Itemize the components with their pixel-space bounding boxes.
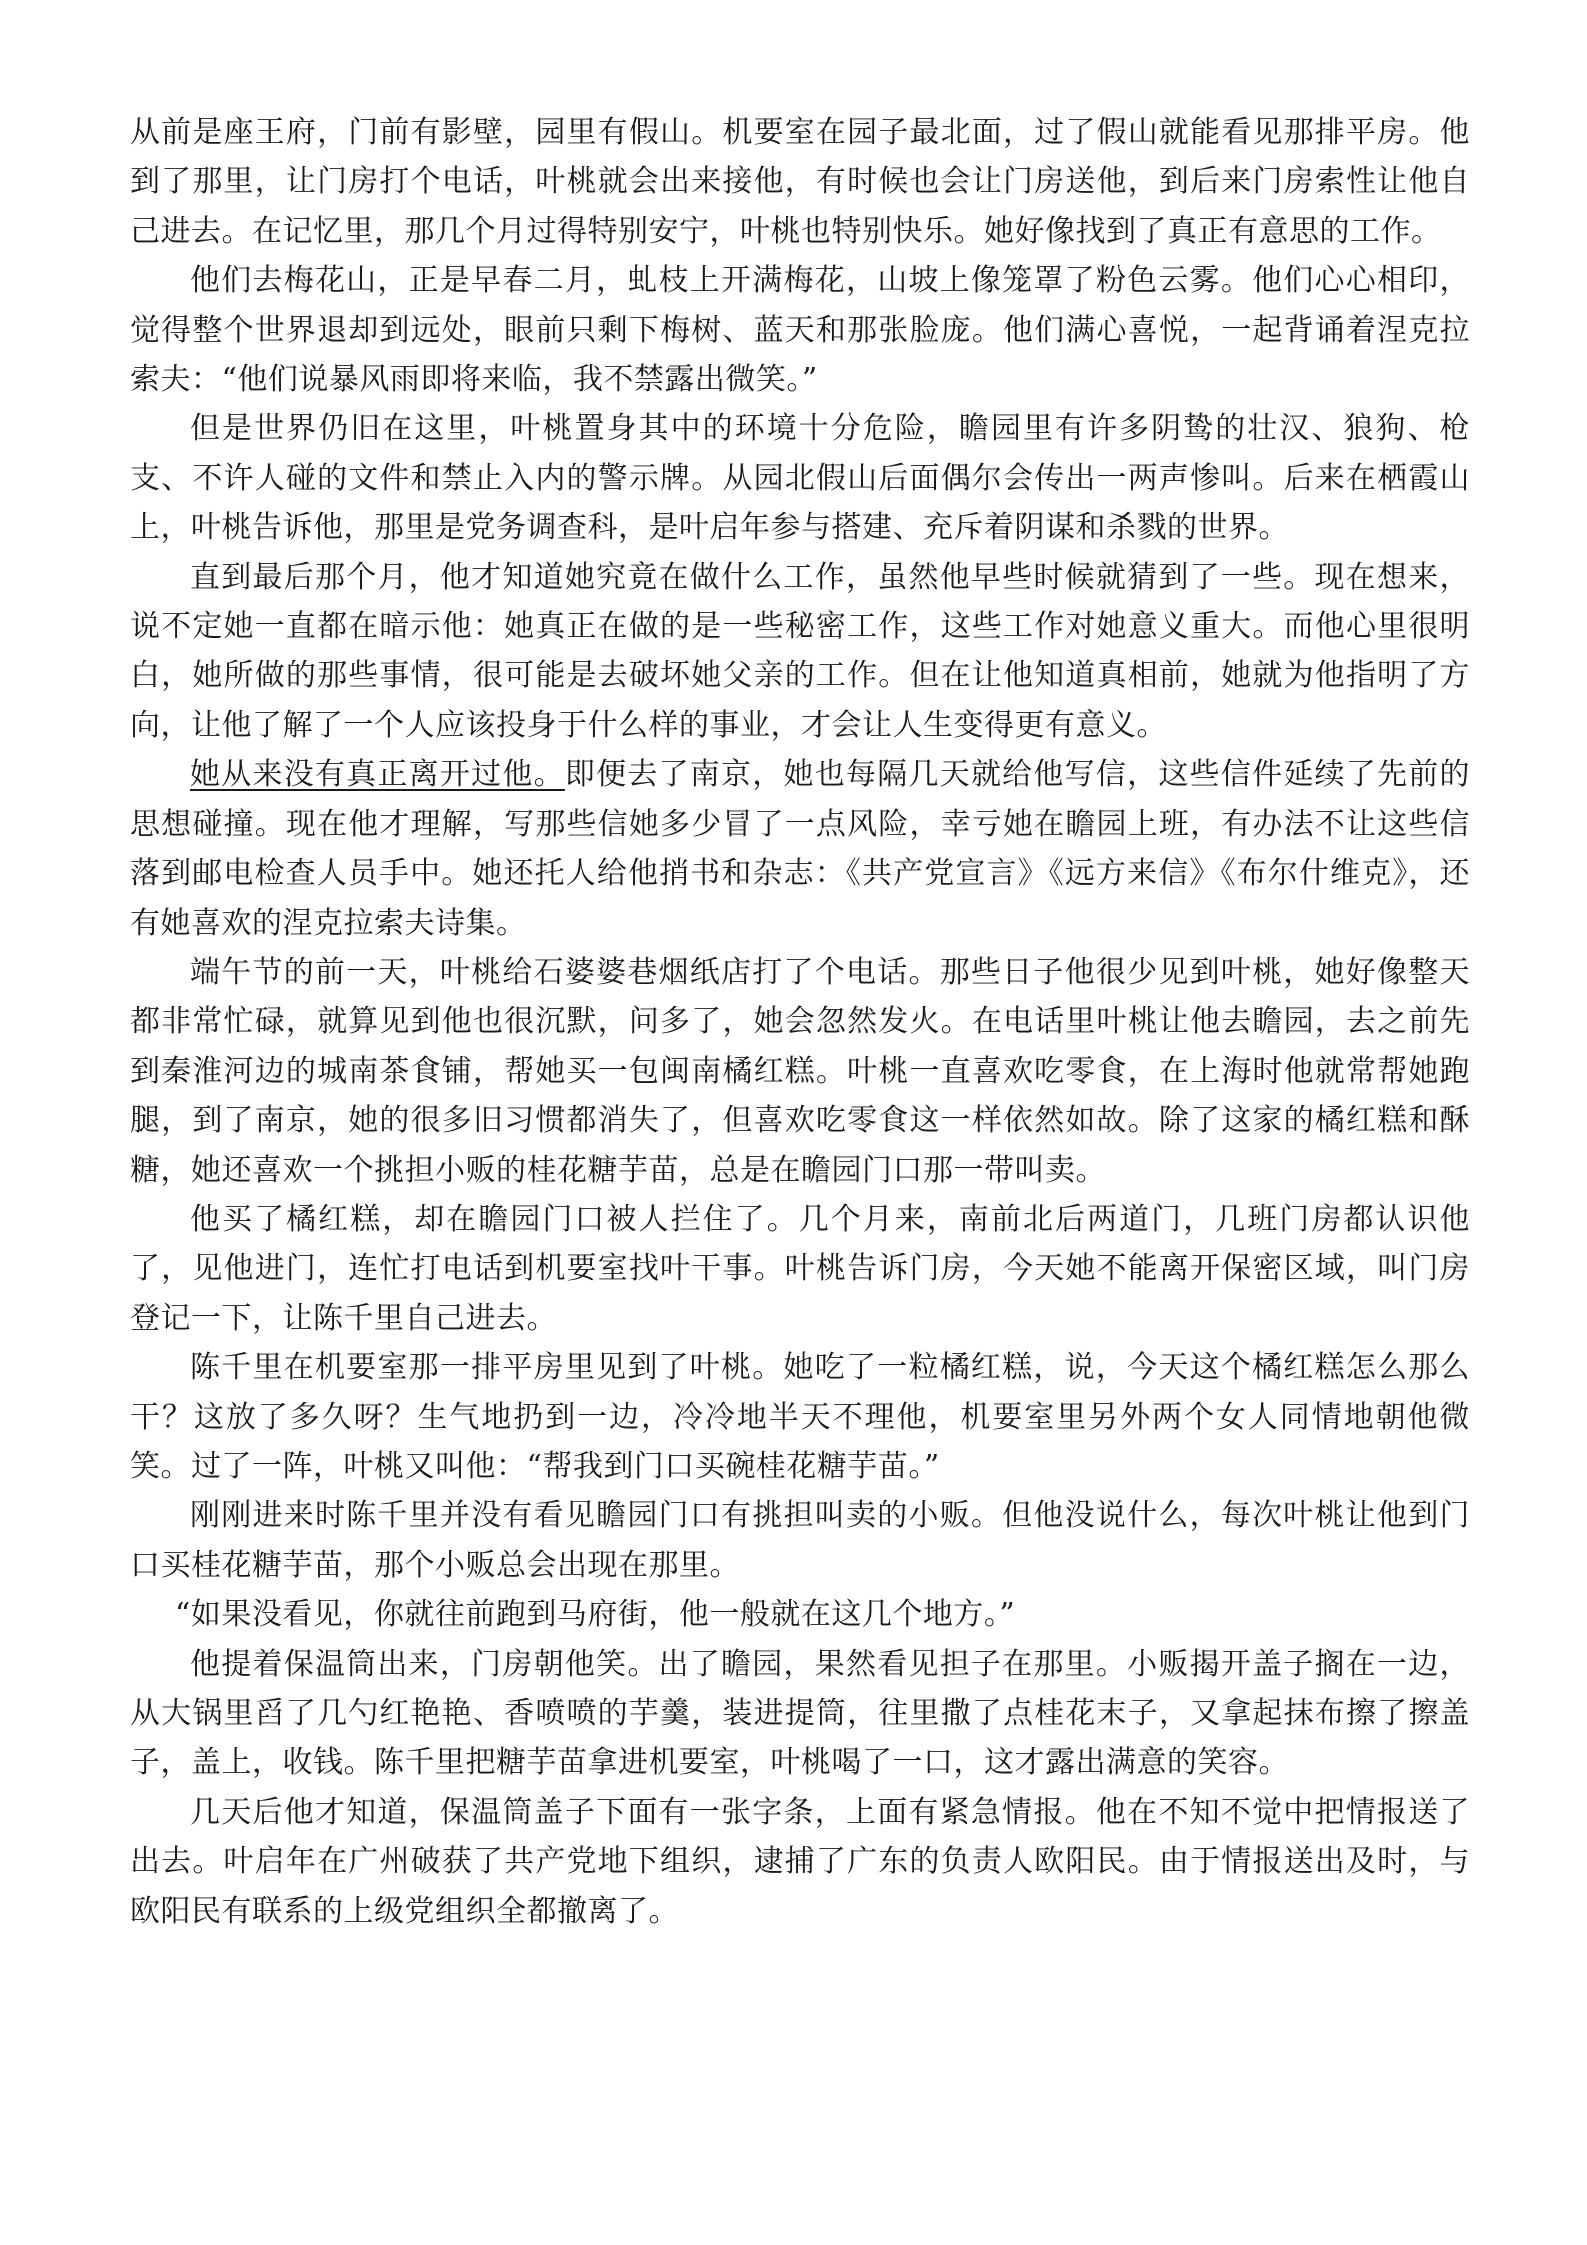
article-body [130, 108, 1470, 1936]
paragraph-2: 他们去梅花山，正是早春二月，虬枝上开满梅花，山坡上像笼罩了粉色云雾。他们心心相印，觉得整个世界退却到远处，眼前只剩下梅树、蓝天和那张脸庞。他们满心喜悦，一起背诵着涅克拉索夫：“他们说暴风雨即将来临，我不禁露出微笑。” [130, 263, 1470, 398]
paragraph-4: 直到最后那个月，他才知道她究竟在做什么工作，虽然他早些时候就猜到了一些。现在想来，说不定她一直都在暗示他：她真正在做的是一些秘密工作，这些工作对她意义重大。而他心里很明白，她所做的那些事情，很可能是去破坏她父亲的工作。但在让他知道真相前，她就为他指明了方向，让他了解了一个人应该投身于什么样的事业，才会让人生变得更有意义。 [130, 559, 1470, 743]
paragraph-9: 刚刚进来时陈千里并没有看见瞻园门口有挑担叫卖的小贩。但他没说什么，每次叶桃让他到门口买桂花糖芋苗，那个小贩总会出现在那里。 [130, 1498, 1470, 1583]
paragraph-10: “如果没看见，你就往前跑到马府街，他一般就在这几个地方。” [175, 1597, 1016, 1633]
paragraph-6: 端午节的前一天，叶桃给石婆婆巷烟纸店打了个电话。那些日子他很少见到叶桃，她好像整天都非常忙碌，就算见到他也很沉默，问多了，她会忽然发火。在电话里叶桃让他去瞻园，去之前先到秦淮河边的城南茶食铺，帮她买一包闽南橘红糕。叶桃一直喜欢吃零食，在上海时他就常帮她跑腿，到了南京，她的很多旧习惯都消失了，但喜欢吃零食这一样依然如故。除了这家的橘红糕和酥糖，她还喜欢一个挑担小贩的桂花糖芋苗，总是在瞻园门口那一带叫卖。 [130, 954, 1470, 1188]
underlined-sentence: 她从来没有真正离开过他。 [190, 757, 565, 793]
paragraph-7: 他买了橘红糕，却在瞻园门口被人拦住了。几个月来，南前北后两道门，几班门房都认识他了，见他进门，连忙打电话到机要室找叶干事。叶桃告诉门房，今天她不能离开保密区域，叫门房登记一下，让陈千里自己进去。 [130, 1201, 1470, 1336]
paragraph-8: 陈千里在机要室那一排平房里见到了叶桃。她吃了一粒橘红糕，说，今天这个橘红糕怎么那么干？这放了多久呀？生气地扔到一边，冷冷地半天不理他，机要室里另外两个女人同情地朝他微笑。过了一阵，叶桃又叫他：“帮我到门口买碗桂花糖芋苗。” [130, 1350, 1470, 1484]
paragraph-12: 几天后他才知道，保温筒盖子下面有一张字条，上面有紧急情报。他在不知不觉中把情报送了出去。叶启年在广州破获了共产党地下组织，逮捕了广东的负责人欧阳民。由于情报送出及时，与欧阳民有联系的上级党组织全都撤离了。 [130, 1794, 1470, 1929]
paragraph-5 [130, 750, 1470, 948]
paragraph-11: 他提着保温筒出来，门房朝他笑。出了瞻园，果然看见担子在那里。小贩揭开盖子搁在一边，从大锅里舀了几勺红艳艳、香喷喷的芋羹，装进提筒，往里撒了点桂花末子，又拿起抹布擦了擦盖子，盖上，收钱。陈千里把糖芋苗拿进机要室，叶桃喝了一口，这才露出满意的笑容。 [130, 1646, 1470, 1781]
paragraph-3: 但是世界仍旧在这里，叶桃置身其中的环境十分危险，瞻园里有许多阴鸷的壮汉、狼狗、枪支、不许人碰的文件和禁止入内的警示牌。从园北假山后面偶尔会传出一两声惨叫。后来在栖霞山上，叶桃告诉他，那里是党务调查科，是叶启年参与搭建、充斥着阴谋和杀戮的世界。 [130, 411, 1470, 546]
paragraph-5-rest: 即便去了南京，她也每隔几天就给他写信，这些信件延续了先前的思想碰撞。现在他才理解，写那些信她多少冒了一点风险，幸亏她在瞻园上班，有办法不让这些信落到邮电检查人员手中。她还托人给他捎书和杂志：《共产党宣言》《远方来信》《布尔什维克》，还有她喜欢的涅克拉索夫诗集。 [130, 757, 1471, 941]
paragraph-1: 从前是座王府，门前有影壁，园里有假山。机要室在园子最北面，过了假山就能看见那排平房。他到了那里，让门房打个电话，叶桃就会出来接他，有时候也会让门房送他，到后来门房索性让他自己进去。在记忆里，那几个月过得特别安宁，叶桃也特别快乐。她好像找到了真正有意思的工作。 [130, 115, 1470, 249]
